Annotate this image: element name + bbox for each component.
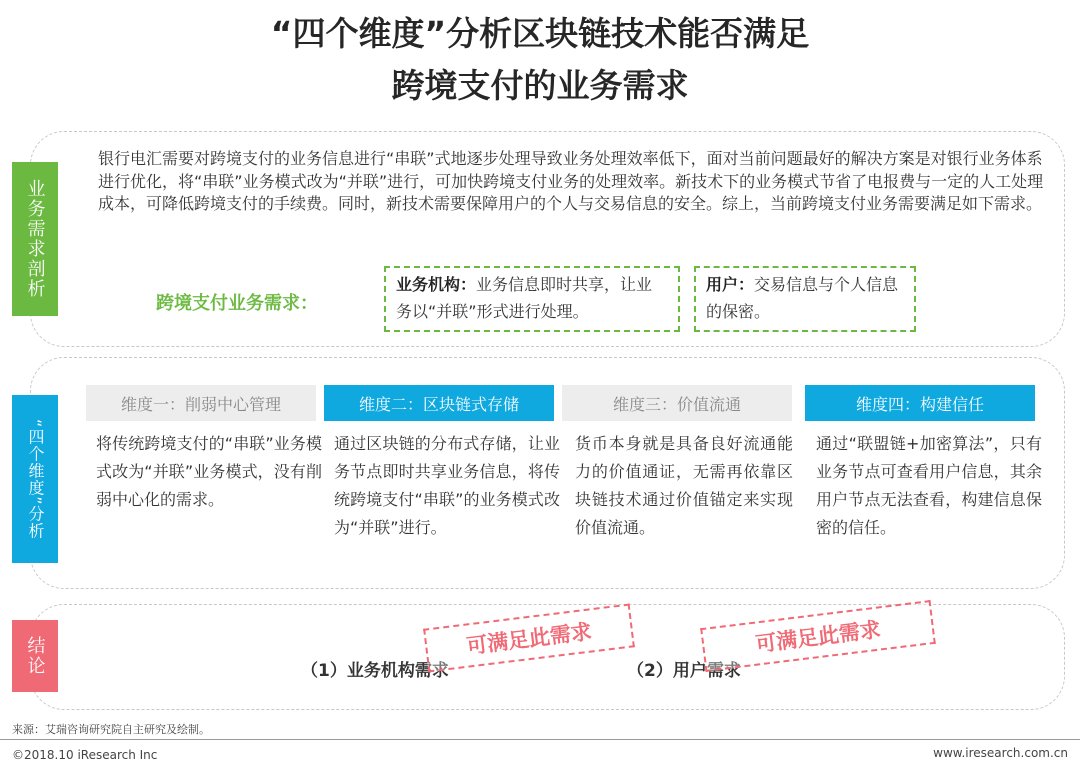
footer-divider (0, 739, 1080, 740)
dimensions-side-label: “四个维度”分析 (12, 395, 58, 563)
requirement-box-institution-text: 业务信息即时共享，让业务以“并联”形式进行处理。 (396, 275, 653, 321)
source-note: 来源：艾瑞咨询研究院自主研究及绘制。 (12, 723, 210, 736)
dimension-1-header: 维度一：削弱中心管理 (86, 385, 316, 421)
dimension-2-header: 维度二：区块链式存储 (324, 385, 554, 421)
conclusion-user-stamp: 可满足此需求 (700, 600, 936, 672)
dimension-4-text: 通过“联盟链+加密算法”，只有业务节点可查看用户信息，其余用户节点无法查看，构建信息保密的信任。 (816, 434, 1042, 537)
website-link: www.iresearch.com.cn (933, 746, 1068, 760)
requirement-box-institution-title: 业务机构： (396, 275, 477, 294)
dimension-2-text: 通过区块链的分布式存储，让业务节点即时共享业务信息，将传统跨境支付“串联”的业务模式改为“并联”进行。 (334, 434, 560, 537)
requirement-box-user-text: 交易信息与个人信息的保密。 (706, 275, 899, 321)
dimension-1-text: 将传统跨境支付的“串联”业务模式改为“并联”业务模式，没有削弱中心化的需求。 (96, 434, 322, 509)
requirement-box-institution (384, 266, 680, 332)
requirement-box-user (694, 266, 916, 332)
requirement-box-user-title: 用户： (706, 275, 755, 294)
conclusion-institution-stamp: 可满足此需求 (423, 603, 635, 672)
conclusion-side-label: 结论 (12, 620, 58, 692)
requirements-intro: 银行电汇需要对跨境支付的业务信息进行“串联”式地逐步处理导致业务处理效率低下，面对当前问题最好的解决方案是对银行业务体系进行优化，将“串联”业务模式改为“并联”进行，可加快跨境支付业务的处理效率。新技术下的业务模式节省了电报费与一定的人工处理成本，可降低跨境支付的手续费。同时，新技术需要保障用户的个人与交易信息的安全。综上，当前跨境支付业务需要满足如下需求。 (98, 149, 1044, 213)
page-title-line2: 跨境支付的业务需求 (391, 66, 689, 105)
requirements-label: 跨境支付业务需求： (156, 293, 318, 314)
dimension-4-header: 维度四：构建信任 (805, 385, 1035, 421)
conclusion-user-need: （2）用户需求 (627, 661, 741, 681)
page-title (0, 8, 1080, 112)
conclusion-institution-need: （1）业务机构需求 (301, 661, 449, 681)
page-title-line1: “四个维度”分析区块链技术能否满足 (270, 14, 810, 53)
copyright: ©2018.10 iResearch Inc (12, 748, 158, 762)
requirements-side-label: 业务需求剖析 (12, 162, 58, 316)
dimension-3-text: 货币本身就是具备良好流通能力的价值通证，无需再依靠区块链技术通过价值锚定来实现价值流通。 (575, 434, 793, 537)
dimension-3-header: 维度三：价值流通 (562, 385, 792, 421)
